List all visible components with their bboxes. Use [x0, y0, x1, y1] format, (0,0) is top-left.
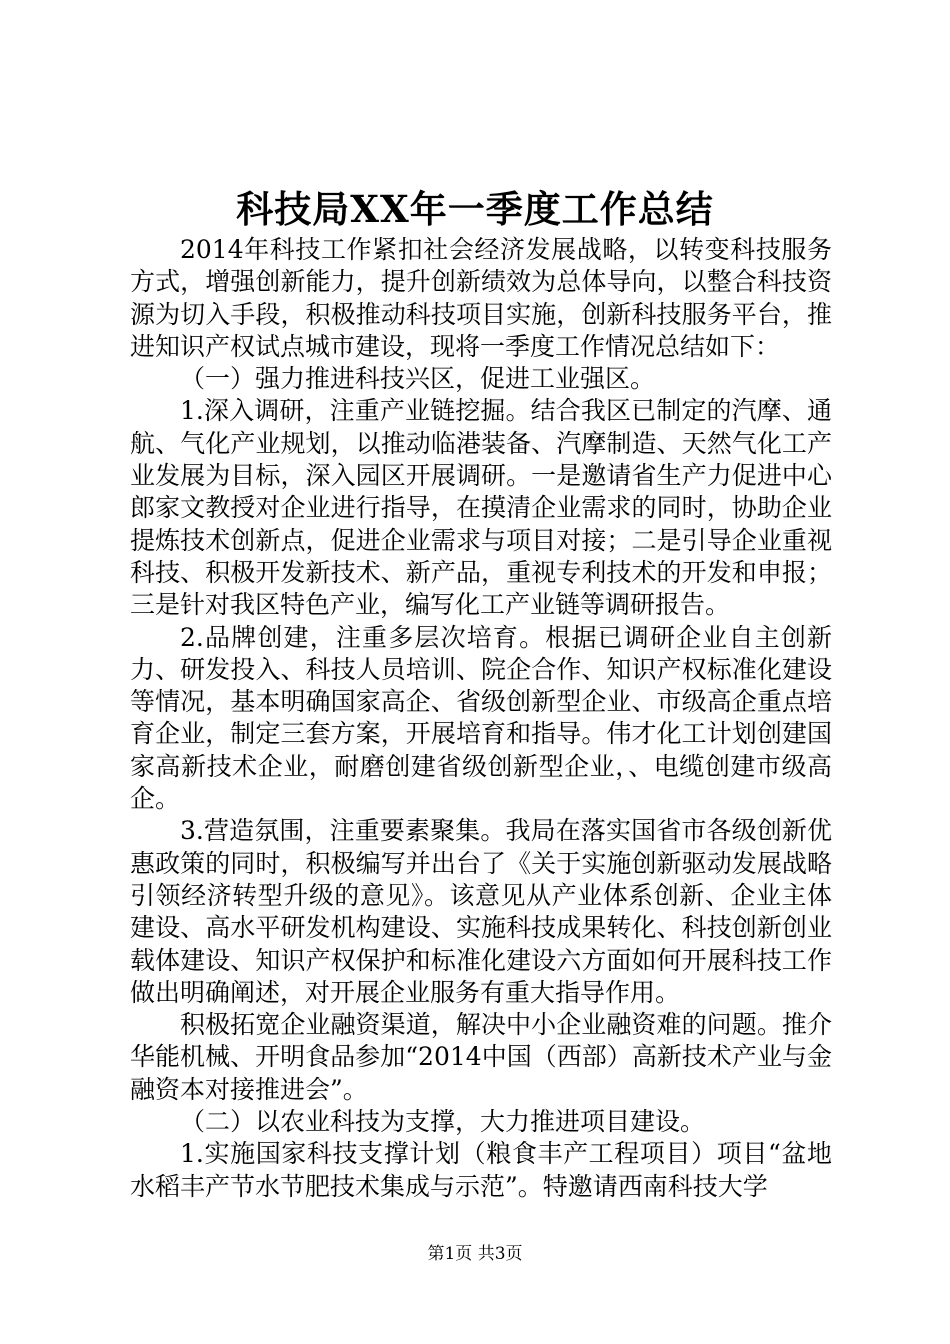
document-title: 科技局XX年一季度工作总结: [236, 187, 714, 231]
document-body: [130, 234, 832, 1203]
paragraph-intro: 2014年科技工作紧扣社会经济发展战略，以转变科技服务方式，增强创新能力，提升创新绩效为总体导向，以整合科技资源为切入手段，积极推动科技项目实施，创新科技服务平台，推进知识产权试点城市建设，现将一季度工作情况总结如下：: [130, 235, 832, 361]
section-heading-1: （一）强力推进科技兴区，促进工业强区。: [180, 364, 656, 394]
page-footer: 第1页 共3页: [427, 1244, 523, 1264]
section-heading-2: （二）以农业科技为支撑，大力推进项目建设。: [180, 1107, 706, 1137]
paragraph-financing: 积极拓宽企业融资渠道，解决中小企业融资难的问题。推介华能机械、开明食品参加“2014中国（西部）高新技术产业与金融资本对接推进会”。: [130, 1010, 832, 1104]
paragraph-brand: 2.品牌创建，注重多层次培育。根据已调研企业自主创新力、研发投入、科技人员培训、院企合作、知识产权标准化建设等情况，基本明确国家高企、省级创新型企业、市级高企重点培育企业，制定三套方案，开展培育和指导。伟才化工计划创建国家高新技术企业，耐磨创建省级创新型企业，、电缆创建市级高企。: [130, 622, 832, 814]
paragraph-research: 1.深入调研，注重产业链挖掘。结合我区已制定的汽摩、通航、气化产业规划，以推动临港装备、汽摩制造、天然气化工产业发展为目标，深入园区开展调研。一是邀请省生产力促进中心郎家文教授对企业进行指导，在摸清企业需求的同时，协助企业提炼技术创新点，促进企业需求与项目对接；二是引导企业重视科技、积极开发新技术、新产品，重视专利技术的开发和申报；三是针对我区特色产业，编写化工产业链等调研报告。: [130, 396, 832, 620]
paragraph-atmosphere: 3.营造氛围，注重要素聚集。我局在落实国省市各级创新优惠政策的同时，积极编写并出台了《关于实施创新驱动发展战略引领经济转型升级的意见》。该意见从产业体系创新、企业主体建设、高水平研发机构建设、实施科技成果转化、科技创新创业载体建设、知识产权保护和标准化建设六方面如何开展科技工作做出明确阐述，对开展企业服务有重大指导作用。: [130, 816, 832, 1007]
paragraph-project: 1.实施国家科技支撑计划（粮食丰产工程项目）项目“盆地水稻丰产节水节肥技术集成与示范”。特邀请西南科技大学: [130, 1139, 832, 1201]
